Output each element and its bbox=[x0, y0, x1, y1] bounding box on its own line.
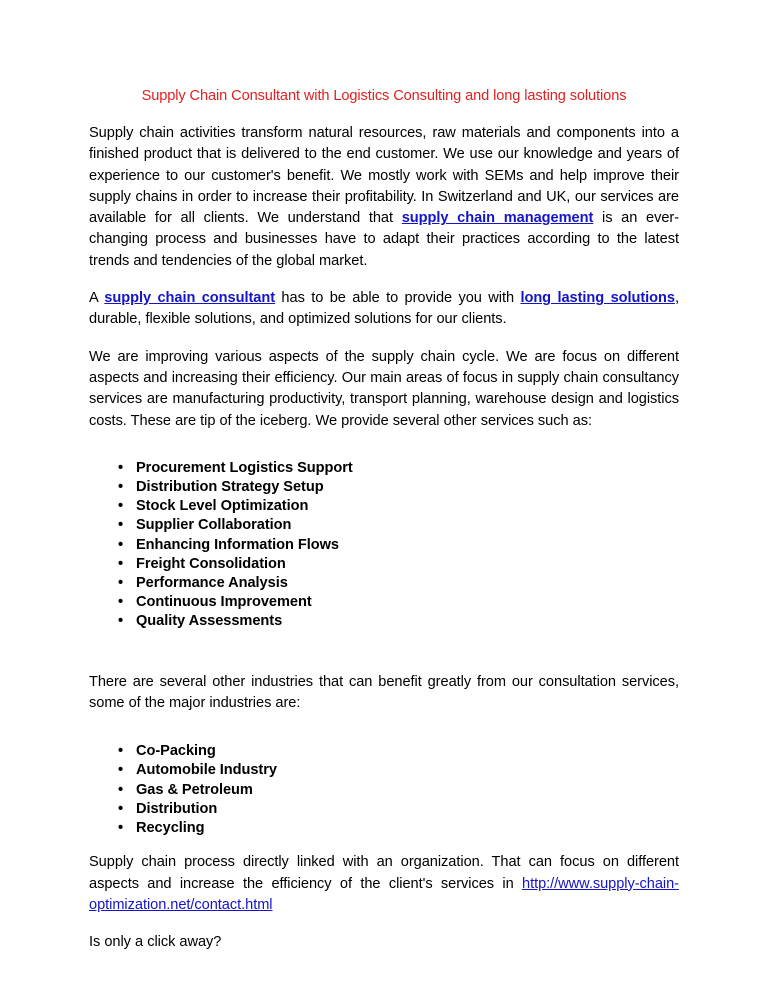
paragraph-consultant bbox=[89, 288, 679, 331]
bullet-icon: • bbox=[118, 536, 124, 553]
spacer-before-industries-list bbox=[89, 730, 679, 742]
list-item-label: Freight Consolidation bbox=[136, 555, 286, 572]
paragraph-intro-text-before-link: Supply chain activities transform natural resources, raw materials and components into a finished product that is delivered to the end customer. We use our knowledge and years of experience to our customer's benefit. We mostly work with SEMs and help improve their supply chains in order to increase their profitability. In Switzerland and UK, our services are available for all clients. We understand that bbox=[89, 125, 679, 227]
list-item-label: Distribution Strategy Setup bbox=[136, 479, 324, 496]
list-item bbox=[89, 593, 679, 612]
list-item-label: Recycling bbox=[136, 820, 205, 837]
list-item-label: Supplier Collaboration bbox=[136, 517, 292, 534]
bullet-icon: • bbox=[118, 498, 124, 515]
bullet-icon: • bbox=[118, 517, 124, 534]
list-item bbox=[89, 516, 679, 535]
services-list bbox=[89, 459, 679, 632]
paragraph-intro bbox=[89, 123, 679, 272]
link-supply-chain-consultant[interactable]: supply chain consultant bbox=[104, 290, 276, 307]
list-item-label: Procurement Logistics Support bbox=[136, 459, 353, 476]
list-item-label: Stock Level Optimization bbox=[136, 498, 309, 515]
list-item bbox=[89, 742, 679, 761]
list-item bbox=[89, 612, 679, 631]
link-contact-url[interactable]: http://www.supply-chain-optimization.net/contact.html bbox=[89, 875, 679, 913]
bullet-icon: • bbox=[118, 613, 124, 630]
bullet-icon: • bbox=[118, 594, 124, 611]
spacer-before-services-list bbox=[89, 448, 679, 459]
paragraph-focus-areas: We are improving various aspects of the supply chain cycle. We are focus on different aspects and increasing their efficiency. Our main areas of focus in supply chain consultancy services are manufacturing productivity, transport planning, warehouse design and logistics costs. These are tip of the iceberg. We provide several other services such as: bbox=[89, 348, 679, 429]
list-item bbox=[89, 761, 679, 780]
list-item bbox=[89, 497, 679, 516]
bullet-icon: • bbox=[118, 762, 124, 779]
list-item-label: Continuous Improvement bbox=[136, 594, 312, 611]
paragraph-consultant-text-3: , durable, flexible solutions, and optimized solutions for our clients. bbox=[89, 290, 679, 328]
list-item bbox=[89, 555, 679, 574]
spacer-after-industries-list bbox=[89, 838, 679, 852]
paragraph-intro-text-after-link: is an ever-changing process and businesses have to adapt their practices according to the latest trends and tendencies of the global market. bbox=[89, 210, 680, 269]
paragraph-contact bbox=[89, 852, 679, 916]
paragraph-closing: Is only a click away? bbox=[89, 934, 222, 951]
link-long-lasting-solutions[interactable]: long lasting solutions bbox=[520, 290, 675, 307]
list-item-label: Quality Assessments bbox=[136, 613, 283, 630]
list-item-label: Gas & Petroleum bbox=[136, 781, 253, 798]
list-item-label: Performance Analysis bbox=[136, 575, 288, 592]
paragraph-consultant-text-1: A bbox=[89, 290, 105, 307]
paragraph-consultant-text-2: has to be able to provide you with bbox=[275, 290, 521, 307]
bullet-icon: • bbox=[118, 743, 124, 760]
bullet-icon: • bbox=[118, 459, 124, 476]
list-item bbox=[89, 781, 679, 800]
bullet-icon: • bbox=[118, 575, 124, 592]
list-item-label: Distribution bbox=[136, 800, 218, 817]
bullet-icon: • bbox=[118, 781, 124, 798]
paragraph-contact-text: Supply chain process directly linked with an organization. That can focus on different aspects and increase the efficiency of the client's services in bbox=[89, 854, 679, 892]
list-item bbox=[89, 800, 679, 819]
link-supply-chain-management[interactable]: supply chain management bbox=[401, 210, 594, 227]
list-item bbox=[89, 536, 679, 555]
list-item bbox=[89, 478, 679, 497]
bullet-icon: • bbox=[118, 555, 124, 572]
list-item bbox=[89, 574, 679, 593]
document-content bbox=[89, 86, 679, 953]
page-title: Supply Chain Consultant with Logistics Consulting and long lasting solutions bbox=[141, 88, 627, 104]
list-item-label: Automobile Industry bbox=[136, 762, 277, 779]
list-item bbox=[89, 459, 679, 478]
list-item-label: Enhancing Information Flows bbox=[136, 536, 339, 553]
list-item-label: Co-Packing bbox=[136, 743, 216, 760]
bullet-icon: • bbox=[118, 820, 124, 837]
paragraph-industries-intro: There are several other industries that can benefit greatly from our consultation services, some of the major industries are: bbox=[89, 673, 679, 711]
industries-list bbox=[89, 742, 679, 838]
bullet-icon: • bbox=[118, 479, 124, 496]
bullet-icon: • bbox=[118, 800, 124, 817]
spacer-after-services-list bbox=[89, 632, 679, 672]
list-item bbox=[89, 819, 679, 838]
